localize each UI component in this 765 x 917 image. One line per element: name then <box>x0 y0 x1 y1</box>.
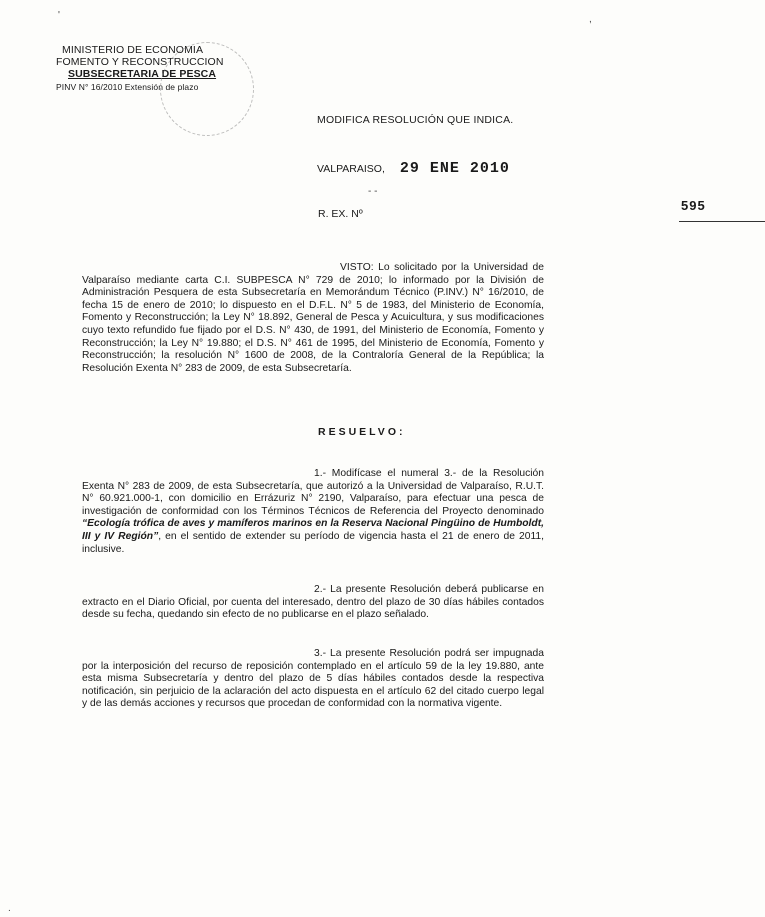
resolution-label: R. EX. Nº <box>318 208 363 220</box>
place-date-line <box>317 160 510 177</box>
resolution-item-1 <box>82 468 544 556</box>
official-seal-stamp <box>160 42 254 136</box>
subsecretaria-line: SUBSECRETARIA DE PESCA <box>68 68 217 80</box>
project-ref-line: PINV N° 16/2010 Extensión de plazo <box>56 82 199 92</box>
item3-lead: 3.- La presente Resolución podrá ser <box>314 648 490 659</box>
visto-text: Lo solicitado por la Universidad de Valparaíso mediante carta C.I. SUBPESCA N° 729 de 2010; lo informado por la División de Administración Pesquera de esta Subsecretaría en Memorándum Técnico (P.INV.) N° 16/2010, de fecha 15 de enero de 2010; lo dispuesto en el D.F.L. N° 5 de 1983, del Ministerio de Economía, Fomento y Reconstrucción; la Ley N° 18.892, General de Pesca y Acuicultura, y sus modificaciones cuyo texto refundido fue fijado por el D.S. N° 430, de 1991, del Ministerio de Economía, Fomento y Reconstrucción; la Ley N° 19.880; el D.S. N° 461 de 1995, del Ministerio de Economía, Fomento y Reconstrucción; la resolución N° 1600 de 2008, de la Contraloría General de la República; la Resolución Exenta N° 283 de 2009, de esta Subsecretaría. <box>82 262 544 374</box>
scan-mark: ' <box>58 10 60 21</box>
item1-lead: 1.- Modifícase el numeral 3.- de la Resolución <box>314 468 544 479</box>
ministry-line-1: MINISTERIO DE ECONOMIA <box>62 44 204 56</box>
item3-text: impugnada por la interposición del recurso de reposición contemplado en el artículo 59 de la ley 19.880, ante esta misma Subsecretaría y dentro del plazo de 5 días hábiles contados desde la respectiva notificación, sin perjuicio de la aclaración del acto dispuesta en el artículo 62 del citado cuerpo legal y de las demás acciones y recursos que procedan de conformidad con la normativa vigente. <box>82 648 544 710</box>
document-subject: MODIFICA RESOLUCIÓN QUE INDICA. <box>317 114 514 126</box>
scan-mark: . <box>8 903 11 914</box>
scan-mark: , <box>589 14 592 25</box>
resolution-underline <box>679 221 765 222</box>
ministry-line-2: FOMENTO Y RECONSTRUCCION <box>56 56 224 68</box>
resolution-item-3 <box>82 648 544 711</box>
visto-paragraph <box>82 262 544 375</box>
item1-text-b: , en el sentido de extender su período de vigencia hasta el 21 de enero de 2011, inclusive. <box>82 530 544 555</box>
handwritten-dash-mark: - - <box>368 186 378 197</box>
item2-lead: 2.- La presente Resolución deberá publicarse <box>314 584 529 595</box>
item1-text-a: Exenta N° 283 de 2009, de esta Subsecretaría, que autorizó a la Universidad de Valparaíso, R.U.T. N° 60.921.000-1, con domicilio en Errázuriz N° 2190, Valparaíso, para efectuar una pesca de investigación de conformidad con los Términos Técnicos de Referencia del Proyecto denominado <box>82 480 544 517</box>
date-stamp: 29 ENE 2010 <box>399 160 510 177</box>
place-label: VALPARAISO, <box>317 163 385 175</box>
item2-text: en extracto en el Diario Oficial, por cuenta del interesado, dentro del plazo de 30 días hábiles contados desde su fecha, quedando sin efecto de no publicarse en el plazo señalado. <box>82 584 544 621</box>
resolution-item-2 <box>82 584 544 622</box>
resolution-number: 595 <box>681 198 706 213</box>
item1-project-title: “Ecología trófica de aves y mamíferos marinos en la Reserva Nacional Pingüino de Humboldt, III y IV Región” <box>82 518 544 542</box>
resuelvo-heading: RESUELVO: <box>318 426 406 438</box>
resolution-number-line <box>318 198 706 220</box>
visto-lead: VISTO: <box>340 262 374 273</box>
